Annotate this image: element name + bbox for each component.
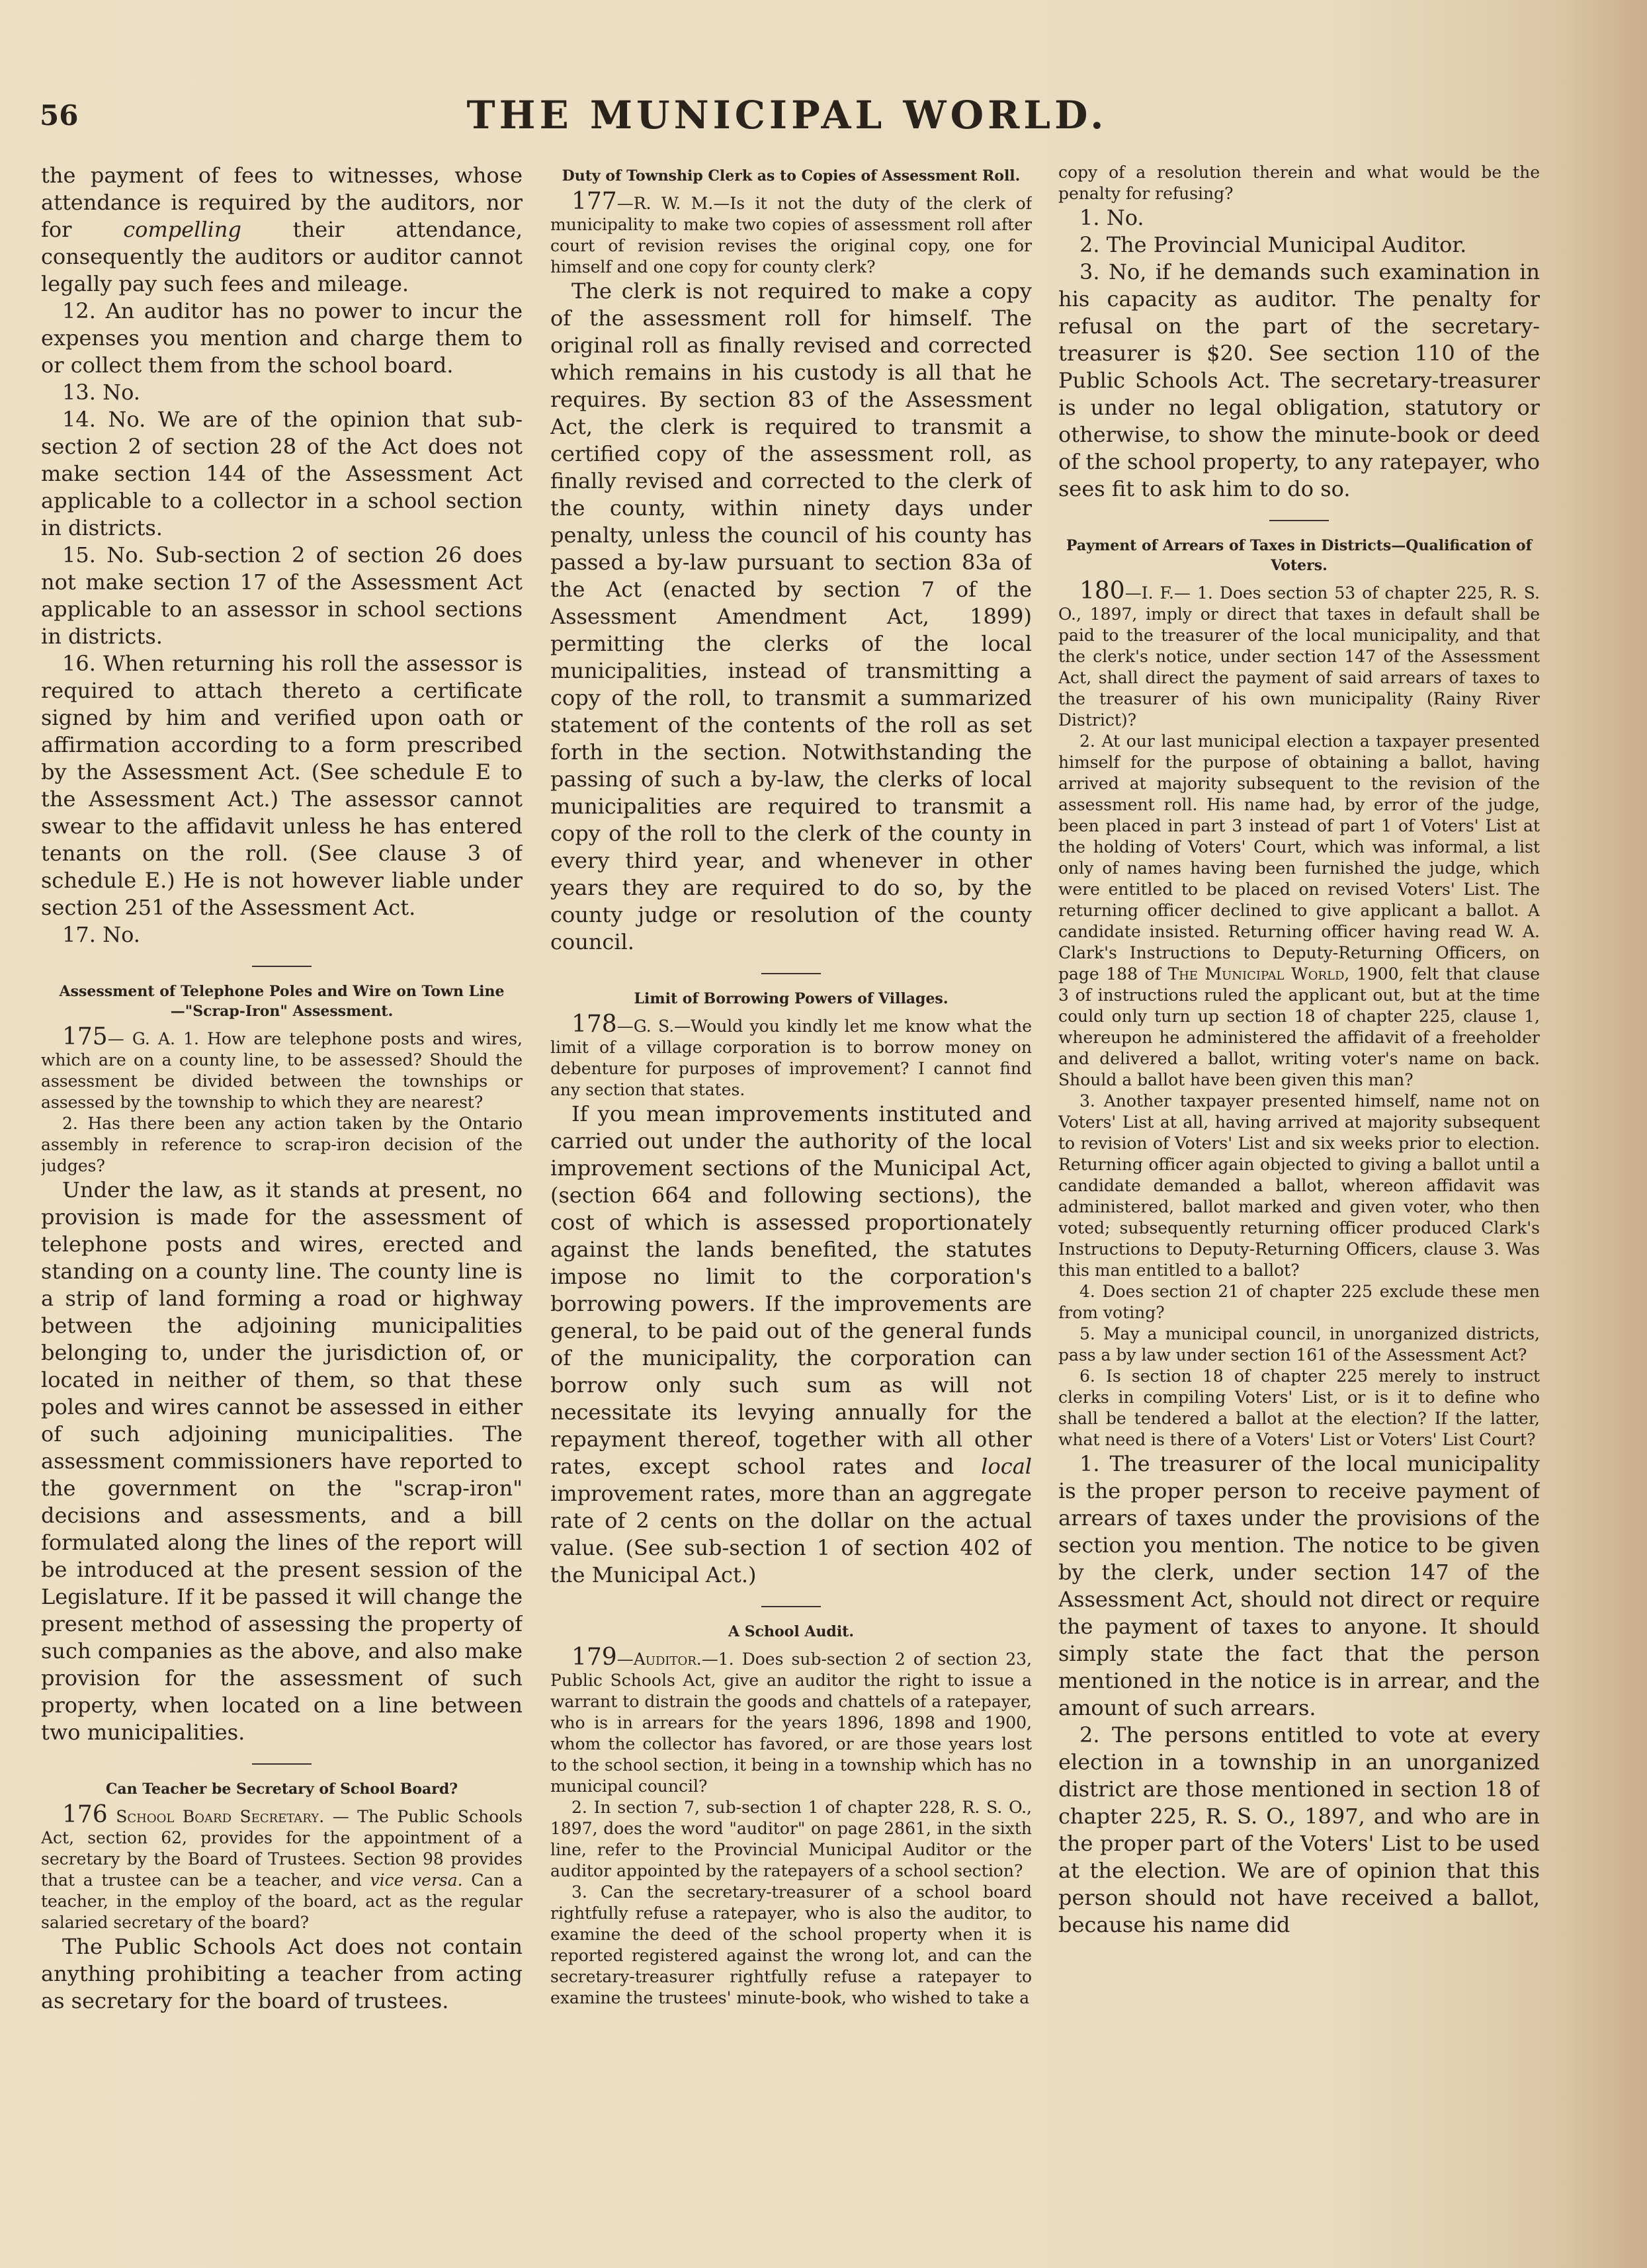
paragraph: the payment of fees to witnesses, whose attendance is required by the auditors, nor for compelling their attendance, consequently the auditors or auditor cannot legally pay such fees and mileage. xyxy=(41,163,523,296)
column-3 xyxy=(1058,162,1540,2232)
question-180-6: 6. Is section 18 of chapter 225 merely to instruct clerks in compiling Voters' List, or is it to define who shall be tendered a ballot at the election? If the latter, what need is there of a Voters' List or Voters' List Court? xyxy=(1058,1366,1540,1449)
answer-178: If you mean improvements instituted and carried out under the authority of the local improvement sections of the Municipal Act, (section 664 and following sections), the cost of which is assessed proportionately against the lands benefited, the statutes impose no limit to the corporation's borrowing powers. If the improvements are general, to be paid out of the general funds of the municipality, the corporation can borrow only such sum as will not necessitate its levying annually for the repayment thereof, together with all other rates, except school rates and local improvement rates, more than an aggregate rate of 2 cents on the dollar on the actual value. (See sub-section 1 of section 402 of the Municipal Act.) xyxy=(550,1101,1032,1587)
section-heading-178: Limit of Borrowing Powers of Villages. xyxy=(634,990,949,1007)
answer-12: 12. An auditor has no power to incur the expenses you mention and charge them to or collect them from the school board. xyxy=(41,298,523,378)
divider xyxy=(1269,520,1329,521)
divider xyxy=(252,1763,312,1765)
answer-180-1: 1. The treasurer of the local municipality is the proper person to receive payment of arrears of taxes under the provisions of the section you mention. The notice to be given by the clerk, under section 147 of the Assessment Act, should not direct or require the payment of taxes to anyone. It should simply state the fact that the person mentioned in the notice is in arrear, and the amount of such arrears. xyxy=(1058,1451,1540,1720)
answer-14: 14. No. We are of the opinion that sub-section 2 of section 28 of the Act does not make section 144 of the Assessment Act applicable to a collector in a school section in districts. xyxy=(41,407,523,540)
question-179-3: 3. Can the secretary-treasurer of a school board rightfully refuse a ratepayer, who is also the auditor, to examine the deed of the school property when it is reported registered against the wrong lot, and can the secretary-treasurer rightfully refuse a ratepayer to examine the trustees' minute-book, who wished to take a xyxy=(550,1882,1032,2007)
answer-179-3: 3. No, if he demands such examination in his capacity as auditor. The penalty for refusal on the part of the secretary-treasurer is $20. See section 110 of the Public Schools Act. The secretary-treasurer is under no legal obligation, statutory or otherwise, to show the minute-book or deed of the school property, to any ratepayer, who sees fit to ask him to do so. xyxy=(1058,259,1540,501)
answer-179-1: 1. No. xyxy=(1079,205,1144,230)
answer-179-2: 2. The Provincial Municipal Auditor. xyxy=(1079,232,1467,257)
section-heading-177: Duty of Township Clerk as to Copies of Assessment Roll. xyxy=(562,167,1021,185)
answer-180-2: 2. The persons entitled to vote at every election in a township in an unorganized district are those mentioned in section 18 of chapter 225, R. S. O., 1897, and who are in the proper part of the Voters' List to be used at the election. We are of opinion that this person should not have received a ballot, because his name did xyxy=(1058,1722,1540,1937)
question-180-2: 2. At our last municipal election a taxpayer presented himself for the purpose of obtaining a ballot, having arrived at majority subsequent to the revision of the assessment roll. His name had, by error of the judge, been placed in part 3 instead of part 1 of Voters' List at the holding of Voters' Court, which was informal, a list only of names having been furnished the judge, which were entitled to be placed on revised Voters' List. The returning officer declined to give applicant a ballot. A candidate insisted. Returning officer having read W. A. Clark's Instructions to Deputy-Returning Officers, on page 188 of The Municipal World, 1900, felt that clause 3 of instructions ruled the applicant out, but at the time could only turn up section 18 of chapter 225, clause 1, whereupon he administered the affidavit of a freeholder and delivered a ballot, writing voter's name on back. Should a ballot have been given this man? xyxy=(1058,732,1540,1089)
answer-13: 13. No. xyxy=(62,380,140,405)
column-2 xyxy=(550,162,1032,2232)
answer-176: The Public Schools Act does not contain anything prohibiting a teacher from acting as secretary for the board of trustees. xyxy=(41,1934,523,2013)
question-180-5: 5. May a municipal council, in unorganized districts, pass a by law under section 161 of the Assessment Act? xyxy=(1058,1324,1540,1365)
section-heading-180: Payment of Arrears of Taxes in Districts—Qualification of Voters. xyxy=(1066,537,1533,574)
column-1 xyxy=(41,162,523,2232)
section-heading-176: Can Teacher be Secretary of School Board? xyxy=(105,1781,458,1798)
page-header xyxy=(40,93,1535,146)
answer-177: The clerk is not required to make a copy of the assessment roll for himself. The original roll as finally revised and corrected which remains in his custody is all that he requires. By section 83 of the Assessment Act, the clerk is required to transmit a certified copy of the assessment roll, as finally revised and corrected to the clerk of the county, within ninety days under penalty, unless the council of his county has passed a by-law pursuant to section 83a of the Act (enacted by section 7 of the Assessment Amendment Act, 1899) permitting the clerks of the local municipalities, instead of transmitting a copy of the roll, to transmit a summarized statement of the contents of the roll as set forth in the section. Notwithstanding the passing of such a by-law, the clerks of local municipalities are required to transmit a copy of the roll to the clerk of the county in every third year, and whenever in other years they are required to do so, by the county judge or resolution of the county council. xyxy=(550,278,1032,954)
question-177: 177—R. W. M.—Is it not the duty of the clerk of municipality to make two copies of assessment roll after court of revision revises the original copy, one for himself and one copy for county clerk? xyxy=(550,188,1032,276)
question-178: 178—G. S.—Would you kindly let me know what the limit of a village corporation is to borrow money on debenture for purposes of improvement? I cannot find any section that states. xyxy=(550,1011,1032,1099)
section-heading-175: Assessment of Telephone Poles and Wire on Town Line —"Scrap-Iron" Assessment. xyxy=(59,983,505,1020)
question-180: 180—I. F.— 1. Does section 53 of chapter 225, R. S. O., 1897, imply or direct that taxes in default shall be paid to the treasurer of the local municipality, and that the clerk's notice, under section 147 of the Assessment Act, shall direct the payment of said arrears of taxes to the treasurer of his own municipality (Rainy River District)? xyxy=(1058,577,1540,730)
divider xyxy=(761,973,821,974)
question-176: 176 School Board Secretary. — The Public Schools Act, section 62, provides for the appointment of a secretary by the Board of Trustees. Section 98 provides that a trustee can be a teacher, and vice versa. Can a teacher, in the employ of the board, act as the regular salaried secretary of the board? xyxy=(41,1801,523,1932)
question-179: 179—Auditor.—1. Does sub-section 2 of section 23, Public Schools Act, give an auditor the right to issue a warrant to distrain the goods and chattels of a ratepayer, who is in arrears for the years 1896, 1898 and 1900, whom the collector has favored, or are those years lost to the school section, it being in a township which has no municipal council? xyxy=(550,1644,1032,1796)
section-heading-179: A School Audit. xyxy=(728,1623,854,1640)
journal-title: THE MUNICIPAL WORLD. xyxy=(466,93,1108,138)
question-180-4: 4. Does section 21 of chapter 225 exclude these men from voting? xyxy=(1058,1282,1540,1322)
question-179-2: 2. In section 7, sub-section 1 of chapter 228, R. S. O., 1897, does the word "auditor" on page 2861, in the sixth line, refer to the Provincial Municipal Auditor or the auditor appointed by the ratepayers of a school section? xyxy=(550,1798,1032,1880)
answer-16: 16. When returning his roll the assessor is required to attach thereto a certificate signed by him and verified upon oath or affirmation according to a form prescribed by the Assessment Act. (See schedule E to the Assessment Act.) The assessor cannot swear to the affidavit unless he has entered tenants on the roll. (See clause 3 of schedule E.) He is not however liable under section 251 of the Assessment Act. xyxy=(41,651,523,920)
page-number: 56 xyxy=(40,99,79,132)
question-175-2: 2. Has there been any action taken by the Ontario assembly in reference to scrap-iron decision of the judges? xyxy=(41,1114,523,1175)
question-175: 175— G. A. 1. How are telephone posts and wires, which are on a county line, to be assessed? Should the assessment be divided between the townships or assessed by the township to which they are nearest? xyxy=(41,1023,523,1112)
question-179-continued: copy of a resolution therein and what would be the penalty for refusing? xyxy=(1058,163,1540,203)
question-180-3: 3. Another taxpayer presented himself, name not on Voters' List at all, having arrived at majority subsequent to revision of Voters' List and six weeks prior to election. Returning officer again objected to giving a ballot until a candidate demanded a ballot, whereon affidavit was administered, ballot marked and given voter, who then voted; subsequently returning officer produced Clark's Instructions to Deputy-Returning Officers, clause 3. Was this man entitled to a ballot? xyxy=(1058,1091,1540,1280)
answer-175: Under the law, as it stands at present, no provision is made for the assessment of telephone posts and wires, erected and standing on a county line. The county line is a strip of land forming a road or highway between the adjoining municipalities belonging to, under the jurisdiction of, or located in neither of them, so that these poles and wires cannot be assessed in either of such adjoining municipalities. The assessment commissioners have reported to the government on the "scrap-iron" decisions and assessments, and a bill formulated along the lines of the report will be introduced at the present session of the Legislature. If it be passed it will change the present method of assessing the property of such companies as the above, and also make provision for the assessment of such property, when located on a line between two municipalities. xyxy=(41,1177,523,1745)
divider xyxy=(252,966,312,967)
answer-15: 15. No. Sub-section 2 of section 26 does not make section 17 of the Assessment Act applicable to an assessor in school sections in districts. xyxy=(41,542,523,649)
answer-17: 17. No. xyxy=(62,922,140,947)
divider xyxy=(761,1606,821,1607)
